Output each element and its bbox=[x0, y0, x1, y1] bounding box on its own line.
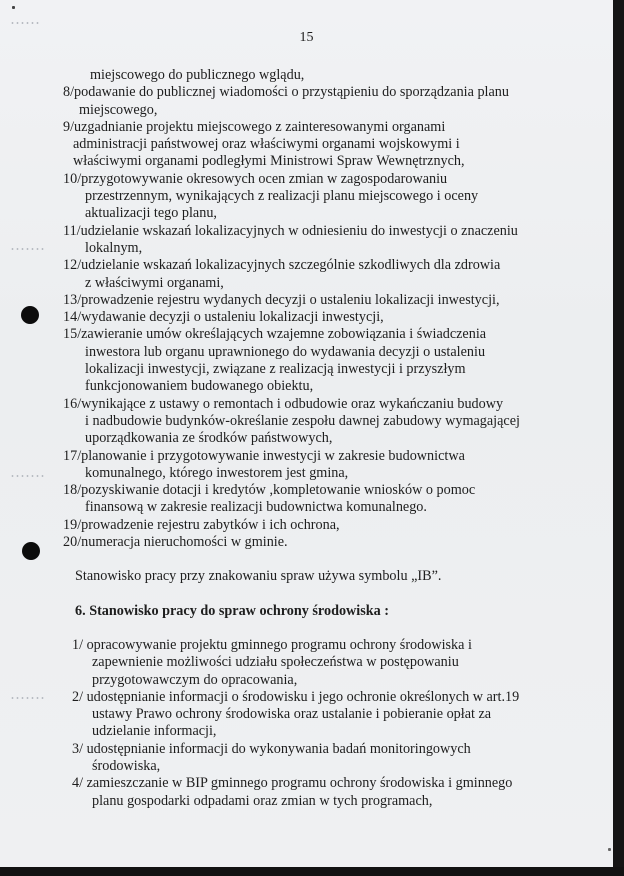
scan-border-bottom bbox=[0, 867, 624, 876]
list-item bbox=[63, 448, 595, 483]
list-item bbox=[72, 741, 595, 776]
list-item-continuation: właściwymi organami podległymi Ministrowi Spraw Wewnętrznych, bbox=[73, 153, 465, 170]
intro-continuation: miejscowego do publicznego wglądu, bbox=[90, 67, 305, 83]
list-item-continuation: udzielanie informacji, bbox=[92, 723, 217, 740]
list-item bbox=[63, 309, 595, 326]
list-item bbox=[63, 84, 595, 119]
margin-dots bbox=[10, 475, 46, 477]
list-item bbox=[63, 482, 595, 517]
list-item-continuation: aktualizacji tego planu, bbox=[85, 205, 217, 222]
list-item bbox=[63, 396, 595, 448]
list-item-first-line: 20/numeracja nieruchomości w gminie. bbox=[63, 534, 288, 551]
list-item bbox=[63, 119, 595, 171]
list-item-first-line: 14/wydawanie decyzji o ustaleniu lokalizacji inwestycji, bbox=[63, 309, 384, 326]
list-item-first-line: 4/ zamieszczanie w BIP gminnego programu ochrony środowiska i gminnego bbox=[72, 775, 513, 792]
scan-speck bbox=[608, 848, 611, 851]
symbol-note: Stanowisko pracy przy znakowaniu spraw używa symbolu „IB”. bbox=[75, 568, 442, 585]
list-item-continuation: i nadbudowie budynków-określanie zespołu dawnej zabudowy wymagającej bbox=[85, 412, 520, 429]
punch-hole bbox=[22, 542, 40, 560]
list-item-first-line: 19/prowadzenie rejestru zabytków i ich ochrona, bbox=[63, 516, 340, 533]
list-item bbox=[72, 689, 595, 741]
list-item bbox=[63, 257, 595, 292]
list-item bbox=[63, 534, 595, 551]
list-item-first-line: 11/udzielanie wskazań lokalizacyjnych w odniesieniu do inwestycji o znaczeniu bbox=[63, 222, 518, 239]
list-item-first-line: 10/przygotowywanie okresowych ocen zmian w zagospodarowaniu bbox=[63, 170, 448, 187]
section-task-list bbox=[72, 637, 595, 810]
list-item bbox=[72, 775, 595, 810]
list-item-continuation: funkcjonowaniem budowanego obiektu, bbox=[85, 378, 314, 395]
list-item-continuation: ustawy Prawo ochrony środowiska oraz ustalanie i pobieranie opłat za bbox=[92, 706, 492, 723]
list-item-continuation: komunalnego, którego inwestorem jest gmina, bbox=[85, 464, 349, 481]
list-item-continuation: inwestora lub organu uprawnionego do wydawania decyzji o ustaleniu bbox=[85, 343, 486, 360]
spacer bbox=[75, 620, 595, 637]
spacer bbox=[75, 551, 595, 568]
list-item-continuation: planu gospodarki odpadami oraz zmian w tych programach, bbox=[92, 792, 433, 809]
spacer bbox=[75, 586, 595, 603]
list-item-first-line: 3/ udostępnianie informacji do wykonywania badań monitoringowych bbox=[72, 740, 471, 757]
section-heading: 6. Stanowisko pracy do spraw ochrony środowiska : bbox=[75, 602, 390, 619]
list-item bbox=[63, 292, 595, 309]
list-item-continuation: przestrzennym, wynikających z realizacji planu miejscowego i oceny bbox=[85, 188, 479, 205]
list-item-continuation: środowiska, bbox=[92, 757, 161, 774]
margin-dots bbox=[10, 697, 46, 699]
margin-dots bbox=[10, 22, 40, 24]
list-item-continuation: lokalizacji inwestycji, związane z realizacją inwestycji i przyszłym bbox=[85, 361, 466, 378]
page-number: 15 bbox=[299, 30, 314, 45]
list-item-first-line: 2/ udostępnianie informacji o środowisku i jego ochronie określonych w art.19 bbox=[72, 688, 520, 705]
list-item bbox=[72, 637, 595, 689]
task-list bbox=[63, 84, 595, 551]
list-item-first-line: 8/podawanie do publicznej wiadomości o przystąpieniu do sporządzania planu bbox=[63, 84, 509, 101]
list-item-first-line: 1/ opracowywanie projektu gminnego programu ochrony środowiska i bbox=[72, 636, 472, 653]
list-item-first-line: 12/udzielanie wskazań lokalizacyjnych szczególnie szkodliwych dla zdrowia bbox=[63, 257, 501, 274]
list-item-continuation: finansową w zakresie realizacji budownictwa komunalnego. bbox=[85, 499, 427, 516]
list-item-first-line: 16/wynikające z ustawy o remontach i odbudowie oraz wykańczaniu budowy bbox=[63, 395, 504, 412]
list-item bbox=[63, 171, 595, 223]
list-item-first-line: 13/prowadzenie rejestru wydanych decyzji o ustaleniu lokalizacji inwestycji, bbox=[63, 291, 500, 308]
list-item-first-line: 9/uzgadnianie projektu miejscowego z zainteresowanymi organami bbox=[63, 118, 446, 135]
list-item-continuation: z właściwymi organami, bbox=[85, 274, 224, 291]
list-item bbox=[63, 517, 595, 534]
list-item-continuation: przygotowawczym do opracowania, bbox=[92, 671, 298, 688]
punch-hole bbox=[21, 306, 39, 324]
list-item-first-line: 15/zawieranie umów określających wzajemne zobowiązania i świadczenia bbox=[63, 326, 487, 343]
list-item-continuation: zapewnienie możliwości udziału społeczeństwa w postępowaniu bbox=[92, 654, 459, 671]
list-item-first-line: 17/planowanie i przygotowywanie inwestycji w zakresie budownictwa bbox=[63, 447, 465, 464]
list-item-continuation: lokalnym, bbox=[85, 239, 143, 256]
scan-border-right bbox=[613, 0, 624, 876]
list-item-continuation: administracji państwowej oraz właściwymi organami wojskowymi i bbox=[73, 136, 460, 153]
list-item bbox=[63, 223, 595, 258]
list-item-continuation: miejscowego, bbox=[79, 101, 158, 118]
document-body bbox=[63, 67, 595, 810]
list-item bbox=[63, 326, 595, 395]
list-item-first-line: 18/pozyskiwanie dotacji i kredytów ,kompletowanie wniosków o pomoc bbox=[63, 482, 476, 499]
list-item-continuation: uporządkowania ze środków państwowych, bbox=[85, 430, 333, 447]
scan-speck bbox=[12, 6, 15, 9]
margin-dots bbox=[10, 248, 46, 250]
